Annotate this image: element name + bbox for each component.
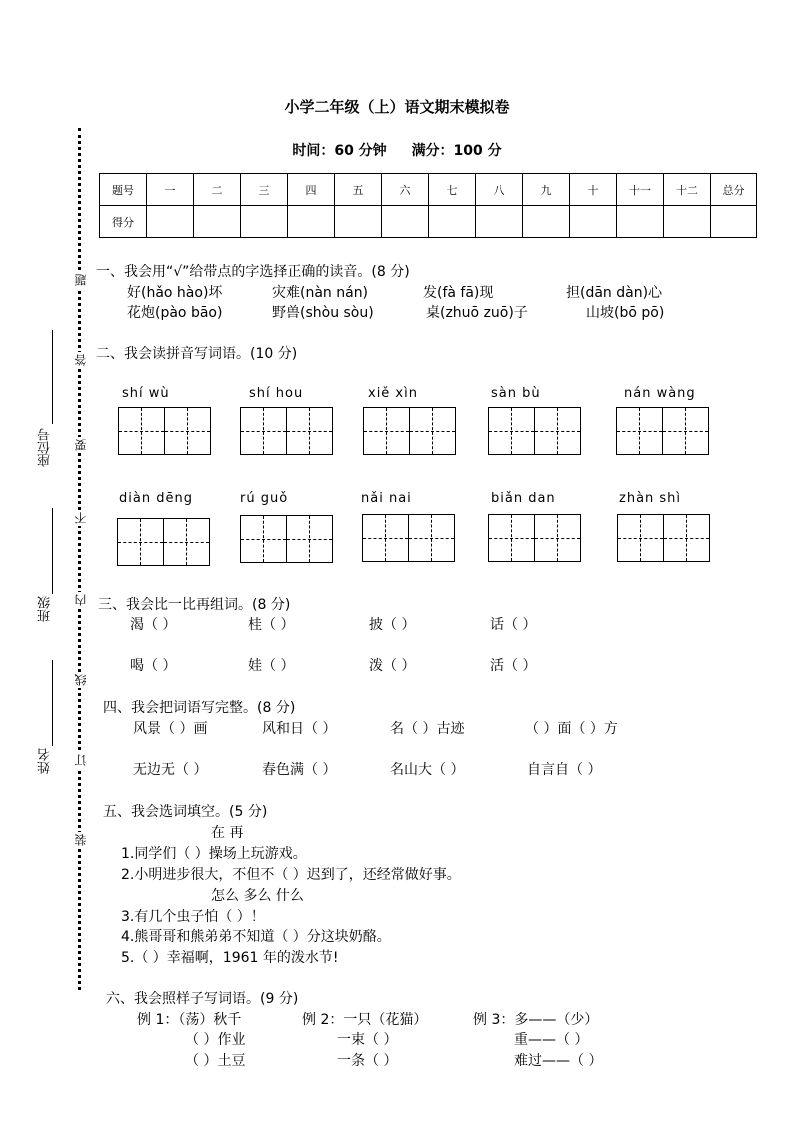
binding-char: 题: [74, 274, 88, 286]
score-row-label: 得分: [100, 206, 147, 238]
q3-item: 泼（ ）: [369, 658, 416, 674]
q3-item: 渴（ ）: [130, 617, 177, 633]
score-input-cell[interactable]: [194, 206, 241, 238]
q6-item: 重——（ ）: [514, 1032, 589, 1048]
pinyin-label: shí hou: [249, 386, 304, 401]
score-cell: 四: [288, 174, 335, 206]
score-input-cell[interactable]: [241, 206, 288, 238]
q3-item: 话（ ）: [490, 617, 537, 633]
pinyin-label: biǎn dan: [491, 491, 556, 506]
score-table-header-row: [100, 174, 757, 206]
writing-grid[interactable]: [118, 407, 211, 455]
q6-example: 例 1：（荡）秋千: [137, 1012, 242, 1028]
writing-grid[interactable]: [362, 514, 455, 562]
q6-heading: 六、我会照样子写词语。(9 分): [106, 991, 299, 1007]
pinyin-label: shí wù: [122, 386, 170, 401]
exam-time: 时间：60 分钟: [292, 143, 387, 159]
score-input-cell[interactable]: [382, 206, 429, 238]
binding-char: 装: [74, 834, 88, 846]
exam-info: [0, 140, 794, 160]
q2-heading: 二、我会读拼音写词语。(10 分): [96, 346, 298, 362]
score-table: [99, 173, 757, 238]
q1-item: 桌(zhuō zuō)子: [426, 305, 528, 321]
pinyin-label: nǎi nai: [361, 491, 412, 506]
score-input-cell[interactable]: [523, 206, 570, 238]
name-field[interactable]: [52, 660, 53, 746]
pinyin-label: nán wàng: [624, 386, 696, 401]
q4-item: 风景（ ）画: [133, 721, 208, 737]
score-input-cell[interactable]: [711, 206, 757, 238]
q4-item: 名山大（ ）: [390, 762, 465, 778]
q6-item: （ ）土豆: [185, 1053, 246, 1069]
score-input-cell[interactable]: [335, 206, 382, 238]
class-label: 班级: [38, 596, 53, 622]
q3-item: 喝（ ）: [130, 658, 177, 674]
writing-grid[interactable]: [117, 518, 210, 566]
q1-item: 山坡(bō pō): [586, 305, 665, 321]
score-input-cell[interactable]: [147, 206, 194, 238]
q3-item: 活（ ）: [490, 658, 537, 674]
pinyin-label: xiě xìn: [368, 386, 418, 401]
q4-item: （ ）面（ ）方: [525, 721, 618, 737]
writing-grid[interactable]: [240, 407, 333, 455]
binding-char: 要: [74, 439, 88, 451]
score-input-cell[interactable]: [570, 206, 617, 238]
q6-example: 例 2：一只（花猫）: [302, 1012, 428, 1028]
q3-item: 披（ ）: [369, 617, 416, 633]
pinyin-label: zhàn shì: [619, 491, 682, 506]
binding-char: 答: [74, 354, 88, 366]
score-cell: 六: [382, 174, 429, 206]
writing-grid[interactable]: [616, 407, 709, 455]
q1-item: 野兽(shòu sòu): [272, 305, 374, 321]
score-table-score-row: [100, 206, 757, 238]
q6-item: 一条（ ）: [337, 1053, 398, 1069]
score-input-cell[interactable]: [476, 206, 523, 238]
q5-sentence: 4.熊哥哥和熊弟弟不知道（ ）分这块奶酪。: [121, 929, 391, 945]
score-cell: 十二: [664, 174, 711, 206]
q4-item: 风和日（ ）: [262, 721, 337, 737]
binding-char: 内: [74, 594, 88, 606]
q4-heading: 四、我会把词语写完整。(8 分): [103, 700, 296, 716]
q4-item: 名（ ）古迹: [390, 721, 465, 737]
q5-sentence: 5.（ ）幸福啊，1961 年的泼水节!: [121, 950, 339, 966]
page-title: 小学二年级（上）语文期末模拟卷: [284, 98, 510, 116]
seat-field[interactable]: [52, 330, 53, 424]
score-cell: 一: [147, 174, 194, 206]
pinyin-label: rú guǒ: [240, 491, 289, 506]
writing-grid[interactable]: [488, 514, 581, 562]
binding-char: 不: [74, 512, 88, 524]
score-cell: 十: [570, 174, 617, 206]
q6-item: 一束（ ）: [337, 1032, 398, 1048]
binding-dotted-line: [78, 128, 81, 990]
score-cell: 总分: [711, 174, 757, 206]
q1-heading: 一、我会用“√”给带点的字选择正确的读音。(8 分): [96, 264, 410, 280]
score-input-cell[interactable]: [617, 206, 664, 238]
score-cell: 三: [241, 174, 288, 206]
score-input-cell[interactable]: [288, 206, 335, 238]
q5-sentence: 2.小明进步很大，不但不（ ）迟到了，还经常做好事。: [121, 867, 461, 883]
q1-item: 担(dān dàn)心: [566, 285, 663, 301]
score-cell: 八: [476, 174, 523, 206]
writing-grid[interactable]: [488, 407, 581, 455]
exam-full-score: 满分：100 分: [411, 143, 502, 159]
q5-sentence: 1.同学们（ ）操场上玩游戏。: [121, 846, 307, 862]
score-cell: 十一: [617, 174, 664, 206]
q5-word-options: 在 再: [211, 825, 244, 841]
q4-item: 自言自（ ）: [527, 762, 602, 778]
q1-item: 花炮(pào bāo): [127, 305, 223, 321]
q1-item: 灾难(nàn nán): [272, 285, 369, 301]
q3-item: 桂（ ）: [248, 617, 295, 633]
q4-item: 春色满（ ）: [262, 762, 337, 778]
score-input-cell[interactable]: [664, 206, 711, 238]
class-field[interactable]: [52, 508, 53, 594]
q3-item: 娃（ ）: [248, 658, 295, 674]
q5-word-options: 怎么 多么 什么: [211, 888, 304, 904]
score-cell: 题号: [100, 174, 147, 206]
score-input-cell[interactable]: [429, 206, 476, 238]
q5-heading: 五、我会选词填空。(5 分): [103, 804, 268, 820]
q5-sentence: 3.有几个虫子怕（ ）！: [121, 909, 265, 925]
name-label: 姓名: [38, 748, 53, 774]
q1-item: 好(hǎo hào)坏: [127, 285, 223, 301]
writing-grid[interactable]: [240, 515, 333, 563]
score-cell: 二: [194, 174, 241, 206]
binding-char: 线: [74, 674, 88, 686]
writing-grid[interactable]: [363, 407, 456, 455]
writing-grid[interactable]: [617, 514, 710, 562]
q6-item: （ ）作业: [185, 1032, 246, 1048]
score-cell: 五: [335, 174, 382, 206]
pinyin-label: sàn bù: [491, 386, 541, 401]
q6-item: 难过——（ ）: [514, 1053, 603, 1069]
score-cell: 七: [429, 174, 476, 206]
seat-label: 座位号: [38, 428, 53, 467]
binding-char: 订: [74, 754, 88, 766]
score-cell: 九: [523, 174, 570, 206]
pinyin-label: diàn dēng: [119, 491, 193, 506]
q3-heading: 三、我会比一比再组词。(8 分): [98, 597, 291, 613]
q6-example: 例 3：多——（少）: [473, 1012, 599, 1028]
q1-item: 发(fà fā)现: [423, 285, 494, 301]
q4-item: 无边无（ ）: [133, 762, 208, 778]
